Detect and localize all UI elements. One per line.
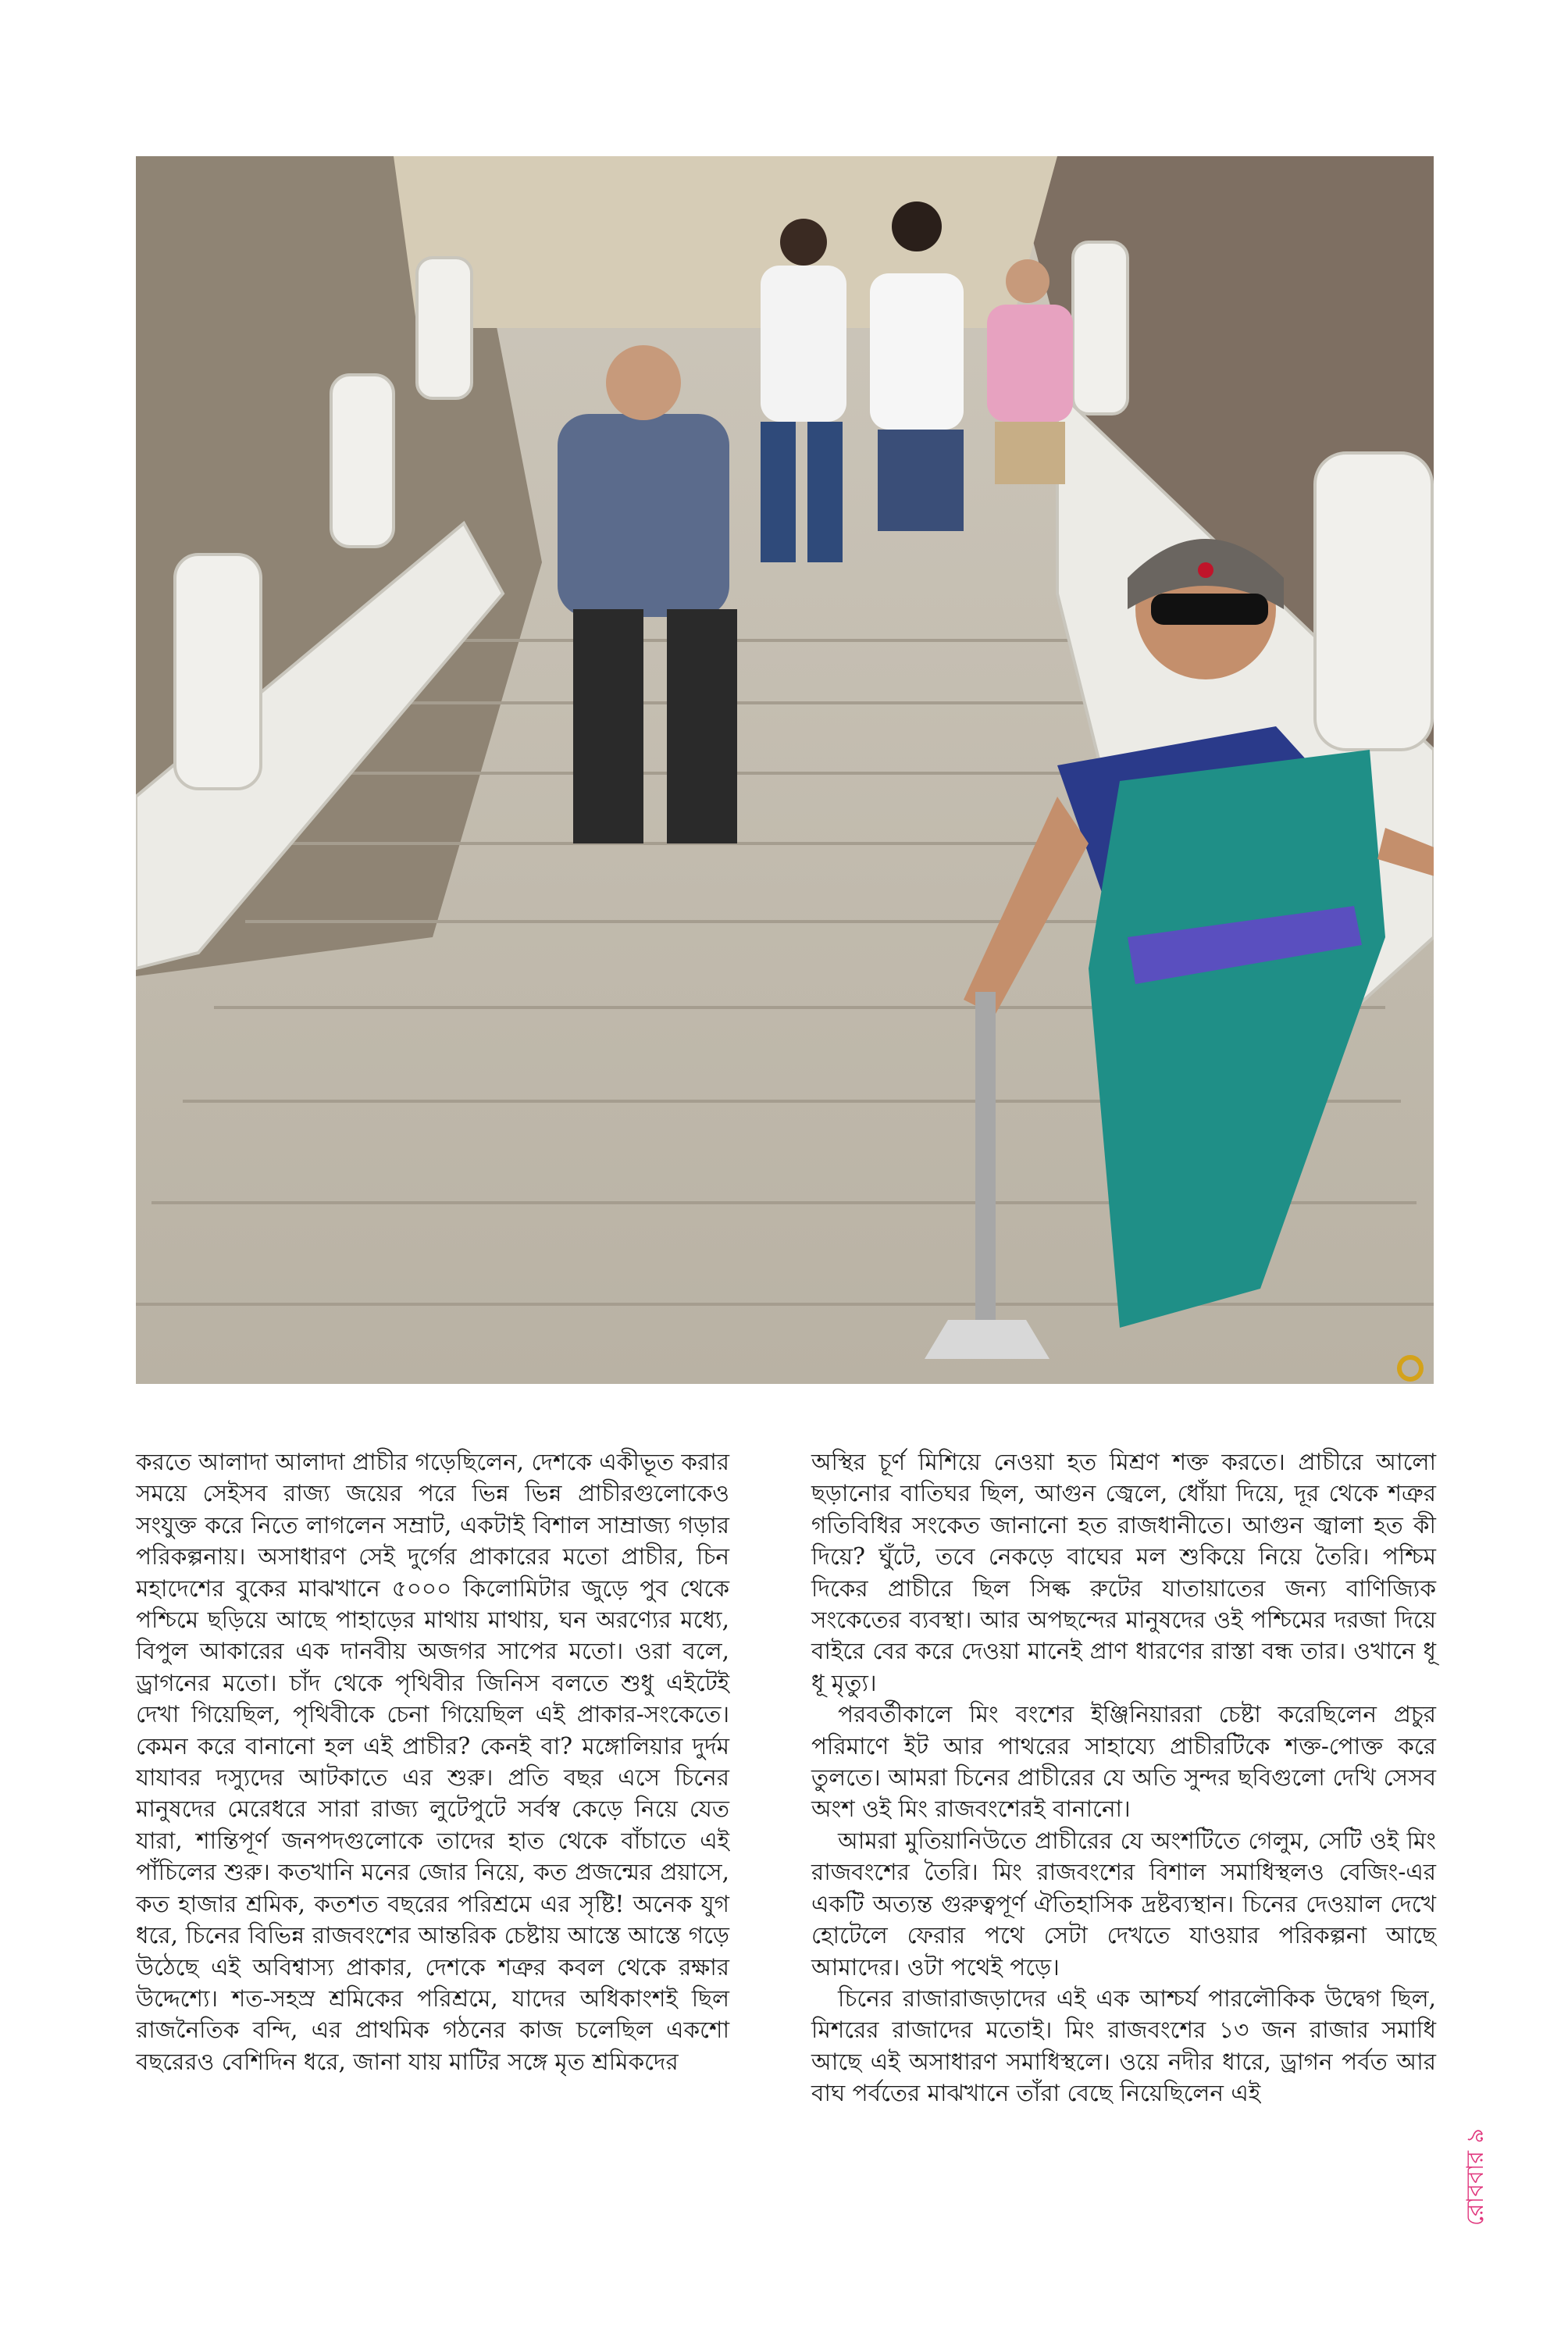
- article-column-right: [811, 1446, 1436, 2109]
- article-paragraph: আমরা মুতিয়ানিউতে প্রাচীরের যে অংশটিতে গেলুম, সেটি ওই মিং রাজবংশের তৈরি। মিং রাজবংশের বিশাল সমাধিস্থলও বেজিং-এর একটি অত্যন্ত গুরুত্বপূর্ণ ঐতিহাসিক দ্রষ্টব্যস্থান। চিনের দেওয়াল দেখে হোটেলে ফেরার পথে সেটা দেখতে যাওয়ার পরিকল্পনা আছে আমাদের। ওটা পথেই পড়ে।: [811, 1827, 1436, 1981]
- article-column-left: [136, 1446, 729, 2077]
- article-paragraph: করতে আলাদা আলাদা প্রাচীর গড়েছিলেন, দেশকে একীভূত করার সময়ে সেইসব রাজ্য জয়ের পরে ভিন্ন ভিন্ন প্রাচীরগুলোকেও সংযুক্ত করে নিতে লাগলেন সম্রাট, একটাই বিশাল সাম্রাজ্য গড়ার পরিকল্পনায়। অসাধারণ সেই দুর্গের প্রাকারের মতো প্রাচীর, চিন মহাদেশের বুকের মাঝখানে ৫০০০ কিলোমিটার জুড়ে পুব থেকে পশ্চিমে ছড়িয়ে আছে পাহাড়ের মাথায় মাথায়, ঘন অরণ্যের মধ্যে, বিপুল আকারের এক দানবীয় অজগর সাপের মতো। ওরা বলে, ড্রাগনের মতো। চাঁদ থেকে পৃথিবীর জিনিস বলতে শুধু এইটেই দেখা গিয়েছিল, পৃথিবীকে চেনা গিয়েছিল এই প্রাকার-সংকেতে। কেমন করে বানানো হল এই প্রাচীর? কেনই বা? মঙ্গোলিয়ার দুর্দম যাযাবর দস্যুদের আটকাতে এর শুরু। প্রতি বছর এসে চিনের মানুষদের মেরেধরে সারা রাজ্য লুটেপুটে সর্বস্ব কেড়ে নিয়ে যেত যারা, শান্তিপূর্ণ জনপদগুলোকে তাদের হাত থেকে বাঁচাতে এই পাঁচিলের শুরু। কতখানি মনের জোর নিয়ে, কত প্রজন্মের প্রয়াসে, কত হাজার শ্রমিক, কতশত বছরের পরিশ্রমে এর সৃষ্টি! অনেক যুগ ধরে, চিনের বিভিন্ন রাজবংশের আন্তরিক চেষ্টায় আস্তে আস্তে গড়ে উঠেছে এই অবিশ্বাস্য প্রাকার, দেশকে শত্রুর কবল থেকে রক্ষার উদ্দেশ্যে। শত-সহস্র শ্রমিকের পরিশ্রমে, যাদের অধিকাংশই ছিল রাজনৈতিক বন্দি, এর প্রাথমিক গঠনের কাজ চলেছিল একশো বছরেরও বেশিদিন ধরে, জানা যায় মাটির সঙ্গে মৃত শ্রমিকদের: [136, 1449, 729, 2075]
- article-paragraph: অস্থির চূর্ণ মিশিয়ে নেওয়া হত মিশ্রণ শক্ত করতে। প্রাচীরে আলো ছড়ানোর বাতিঘর ছিল, আগুন জ্বেলে, ধোঁয়া দিয়ে, দূর থেকে শত্রুর গতিবিধির সংকেত জানানো হত রাজধানীতে। আগুন জ্বালা হত কী দিয়ে? ঘুঁটে, তবে নেকড়ে বাঘের মল শুকিয়ে নিয়ে তৈরি। পশ্চিম দিকের প্রাচীরে ছিল সিল্ক রুটের যাতায়াতের জন্য বাণিজ্যিক সংকেতের ব্যবস্থা। আর অপছন্দের মানুষদের ওই পশ্চিমের দরজা দিয়ে বাইরে বের করে দেওয়া মানেই প্রাণ ধারণের রাস্তা বন্ধ তার। ওখানে ধূ ধূ মৃত্যু।: [811, 1449, 1436, 1696]
- page-folio-label: রোববার ৯: [1462, 2128, 1489, 2226]
- article-paragraph: চিনের রাজারাজড়াদের এই এক আশ্চর্য পারলৌকিক উদ্বেগ ছিল, মিশরের রাজাদের মতোই। মিং রাজবংশের ১৩ জন রাজার সমাধি আছে এই অসাধারণ সমাধিস্থলে। ওয়ে নদীর ধারে, ড্রাগন পর্বত আর বাঘ পর্বতের মাঝখানে তাঁরা বেছে নিয়েছিলেন এই: [811, 1984, 1436, 2107]
- article-photo: [136, 156, 1434, 1384]
- article-paragraph: পরবর্তীকালে মিং বংশের ইঞ্জিনিয়াররা চেষ্টা করেছিলেন প্রচুর পরিমাণে ইট আর পাথরের সাহায্যে প্রাচীরটিকে শক্ত-পোক্ত করে তুলতে। আমরা চিনের প্রাচীরের যে অতি সুন্দর ছবিগুলো দেখি সেসব অংশ ওই মিং রাজবংশেরই বানানো।: [811, 1701, 1436, 1823]
- stairs-photo-illustration: [136, 156, 1434, 1384]
